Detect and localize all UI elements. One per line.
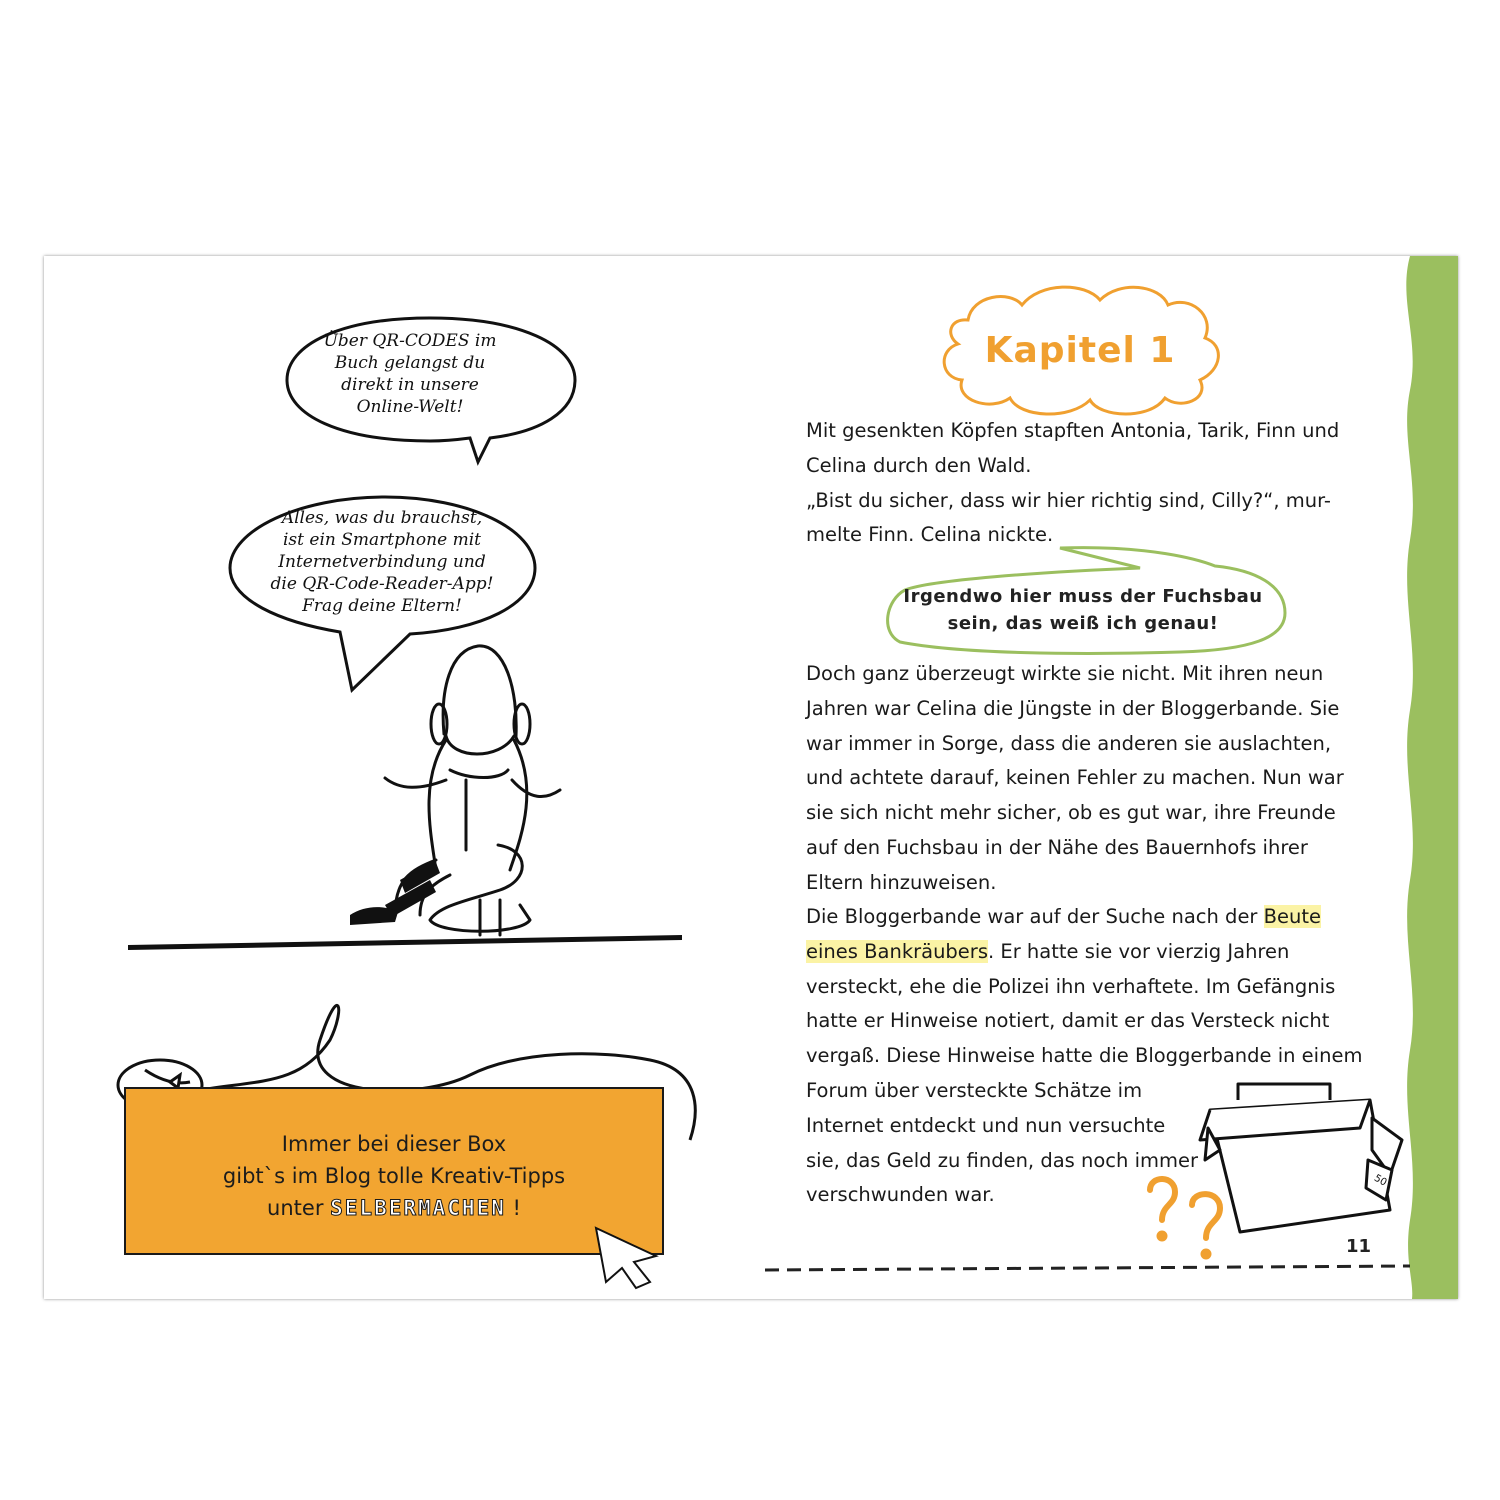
para3-text: . Er hatte sie vor vierzig Jahren [987, 939, 1290, 963]
box-line-3-suffix: ! [505, 1196, 521, 1220]
para1-line: melte Finn. Celina nickte. [806, 523, 1054, 547]
highlighted-phrase: Beute [1263, 905, 1322, 928]
para3-line [806, 900, 1362, 935]
para1-line: Celina durch den Wald. [806, 453, 1032, 477]
para3-line: Forum über versteckte Schätze im [806, 1078, 1143, 1102]
para3-line [806, 935, 1362, 970]
para2-line: auf den Fuchsbau in der Nähe des Bauernhofs ihrer [806, 835, 1308, 859]
box-line-1: Immer bei dieser Box [281, 1132, 507, 1156]
quote-text: Irgendwo hier muss der Fuchsbau sein, das weiß ich genau! [903, 586, 1263, 634]
page-number: 11 [1346, 1236, 1372, 1257]
chapter-title: Kapitel 1 [984, 330, 1176, 371]
para2-line: Doch ganz überzeugt wirkte sie nicht. Mit ihren neun [806, 662, 1324, 685]
para2-line: Eltern hinzuweisen. [806, 870, 997, 894]
smartphone-bubble-text: Alles, was du brauchst, ist ein Smartphone mit Internetverbindung und die QR-Code-Reader-App! Frag deine Eltern! [270, 508, 494, 616]
highlighted-phrase: eines Bankräubers [806, 939, 988, 963]
box-line-3-prefix: unter [267, 1196, 331, 1220]
box-line-2: gibt`s im Blog tolle Kreativ-Tipps [222, 1164, 566, 1188]
character-shoe [350, 907, 398, 925]
paragraph-1 [806, 414, 1339, 553]
para3-text: Die Bloggerbande war auf der Suche nach der [806, 905, 1264, 928]
green-edge-strip [1406, 256, 1458, 1299]
para3-line: versteckt, ehe die Polizei ihn verhaftete. Im Gefängnis [806, 974, 1336, 998]
character-illustration [370, 646, 560, 935]
para1-line: Mit gesenkten Köpfen stapften Antonia, Tarik, Finn und [806, 419, 1340, 442]
qr-code-bubble-text: Über QR-CODES im Buch gelangst du direkt in unsere Online-Welt! [323, 331, 497, 417]
para2-line: sie sich nicht mehr sicher, ob es gut war, ihre Freunde [806, 801, 1336, 825]
creative-tip-text [125, 1128, 663, 1224]
para3-line: hatte er Hinweise notiert, damit er das Versteck nicht [806, 1009, 1330, 1033]
para3-line: verschwunden war. [806, 1183, 995, 1207]
para2-line: war immer in Sorge, dass die anderen sie auslachten, [806, 731, 1332, 755]
para3-line: sie, das Geld zu finden, das noch immer [806, 1148, 1198, 1172]
dashed-line [765, 1266, 1410, 1270]
para1-line: „Bist du sicher, dass wir hier richtig sind, Cilly?“, mur- [806, 488, 1331, 512]
character-legs [385, 860, 440, 917]
para2-line: und achtete darauf, keinen Fehler zu machen. Nun war [806, 766, 1344, 790]
selbermachen-label: SELBERMACHEN [330, 1196, 506, 1220]
floor-line [128, 935, 682, 950]
bag-note-label: 50 [1372, 1172, 1389, 1189]
para3-line: Internet entdeckt und nun versuchte [806, 1113, 1166, 1137]
paragraph-3 [806, 900, 1362, 1213]
para3-line: vergaß. Diese Hinweise hatte die Bloggerbande in einem [806, 1044, 1363, 1068]
para2-line: Jahren war Celina die Jüngste in der Bloggerbande. Sie [806, 696, 1340, 720]
paragraph-2 [806, 657, 1344, 901]
box-line-3 [125, 1192, 663, 1224]
